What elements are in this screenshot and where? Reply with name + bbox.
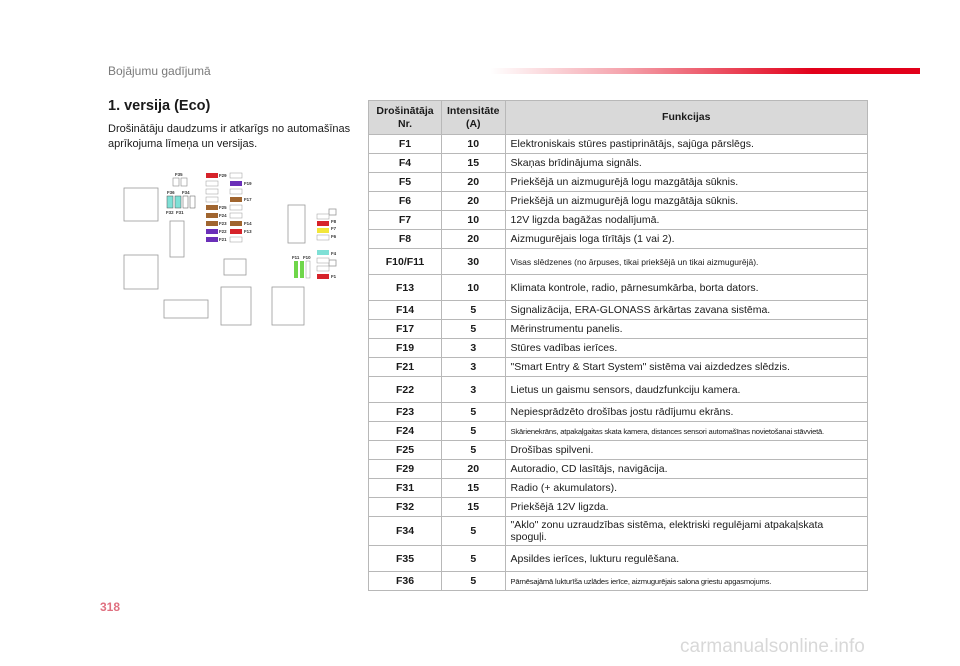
table-row [369,572,868,591]
relay-outline [221,287,251,325]
amps-cell: 15 [442,154,506,173]
table-row [369,275,868,301]
fuse-cell: F10/F11 [369,249,442,275]
fuse-cell: F1 [369,135,442,154]
amps-cell: 10 [442,275,506,301]
fuse-label-f13: F13 [244,229,252,234]
amps-cell: 5 [442,422,506,441]
relay-outline [288,205,305,243]
col-header-fuse: Drošinātāja Nr. [369,101,442,135]
function-cell: Autoradio, CD lasītājs, navigācija. [505,460,867,479]
amps-cell: 5 [442,517,506,546]
amps-cell: 20 [442,230,506,249]
fuse-cell: F21 [369,358,442,377]
fuse-cell: F8 [369,230,442,249]
col-header-functions: Funkcijas [505,101,867,135]
amps-cell: 15 [442,479,506,498]
table-row [369,441,868,460]
fuse-label-f35: F35 [175,172,183,177]
fuse-cell: F14 [369,301,442,320]
fuse-label-f10: F10 [303,255,311,260]
function-cell: Stūres vadības ierīces. [505,339,867,358]
fuse-cell: F29 [369,460,442,479]
table-row [369,358,868,377]
function-cell: Radio (+ akumulators). [505,479,867,498]
amps-cell: 20 [442,173,506,192]
fuse-cell: F35 [369,546,442,572]
fuse-label-f6: F6 [331,234,337,239]
amps-cell: 15 [442,498,506,517]
table-row [369,135,868,154]
table-row [369,154,868,173]
amps-cell: 3 [442,339,506,358]
fuse-cell: F25 [369,441,442,460]
relay-outline [124,255,158,289]
function-cell: Pārnēsajāmā lukturīša uzlādes ierīce, aizmugurējais salona griestu apgasmojums. [505,572,867,591]
table-row [369,249,868,275]
function-cell: "Smart Entry & Start System" sistēma vai aizdedzes slēdzis. [505,358,867,377]
fuse-table [368,100,868,591]
function-cell: Priekšējā 12V ligzda. [505,498,867,517]
fuse-label-f4: F4 [331,251,337,256]
fuse-label-f11: F11 [292,255,300,260]
relay-outline [170,221,184,257]
intro-text: Drošinātāju daudzums ir atkarīgs no automašīnas aprīkojuma līmeņa un versijas. [108,123,351,150]
fuse-label-f19: F19 [244,181,252,186]
relay-outline [224,259,246,275]
col-header-amps: Intensitāte (A) [442,101,506,135]
fuse-cell: F23 [369,403,442,422]
table-row [369,422,868,441]
fuse-box-diagram [118,165,348,330]
function-cell: Mērinstrumentu panelis. [505,320,867,339]
amps-cell: 3 [442,358,506,377]
function-cell: Skārienekrāns, atpakaļgaitas skata kamera, distances sensori automašīnas novietošanai stāvvietā. [505,422,867,441]
fuse-cell: F7 [369,211,442,230]
fuse-cell: F13 [369,275,442,301]
fuse-cell: F36 [369,572,442,591]
fuse-label-f32: F32 [166,210,174,215]
fuse-cell: F5 [369,173,442,192]
table-row [369,377,868,403]
table-row [369,173,868,192]
amps-cell: 5 [442,441,506,460]
header-title: Bojājumu gadījumā [108,64,211,78]
amps-cell: 30 [442,249,506,275]
fuse-label-f17: F17 [244,197,252,202]
function-cell: 12V ligzda bagāžas nodalījumā. [505,211,867,230]
function-cell: Skaņas brīdinājuma signāls. [505,154,867,173]
fuse-label-f8: F8 [331,219,337,224]
fuse-label-f14: F14 [244,221,252,226]
fuse-cell: F17 [369,320,442,339]
table-row [369,320,868,339]
fuse-cell: F34 [369,517,442,546]
table-row [369,301,868,320]
fuse-label-f24: F24 [219,213,227,218]
fuse-cell: F31 [369,479,442,498]
fuse-cell: F22 [369,377,442,403]
relay-outline [124,188,158,221]
function-cell: Signalizācija, ERA-GLONASS ārkārtas zavana sistēma. [505,301,867,320]
amps-cell: 5 [442,301,506,320]
table-header-row [369,101,868,135]
fuse-label-f29: F29 [219,173,227,178]
function-cell: Priekšējā un aizmugurējā logu mazgātāja sūknis. [505,192,867,211]
amps-cell: 10 [442,135,506,154]
table-row [369,230,868,249]
relay-outline [329,209,336,215]
fuse-label-f25: F25 [219,205,227,210]
amps-cell: 5 [442,572,506,591]
page-number: 318 [100,600,121,614]
table-row [369,498,868,517]
header-accent-bar [490,68,920,74]
fuse-cell: F6 [369,192,442,211]
function-cell: Visas slēdzenes (no ārpuses, tikai priekšējā un tikai aizmugurējā). [505,249,867,275]
fuse-label-f23: F23 [219,221,227,226]
function-cell: Drošības spilveni. [505,441,867,460]
amps-cell: 5 [442,403,506,422]
function-cell: Elektroniskais stūres pastiprinātājs, sajūga pārslēgs. [505,135,867,154]
function-cell: Nepiesprādzēto drošības jostu rādījumu ekrāns. [505,403,867,422]
amps-cell: 5 [442,320,506,339]
fuse-label-f1: F1 [331,274,337,279]
function-cell: Priekšējā un aizmugurējā logu mazgātāja sūknis. [505,173,867,192]
fuse-label-f34: F34 [182,190,190,195]
fuse-label-f31: F31 [176,210,184,215]
table-row [369,546,868,572]
section-title: 1. versija (Eco) [108,98,211,114]
function-cell: Lietus un gaismu sensors, daudzfunkciju kamera. [505,377,867,403]
function-cell: "Aklo" zonu uzraudzības sistēma, elektriski regulējami atpakaļskata spoguļi. [505,517,867,546]
table-row [369,517,868,546]
function-cell: Aizmugurējais loga tīrītājs (1 vai 2). [505,230,867,249]
table-row [369,192,868,211]
table-row [369,479,868,498]
relay-outline [164,300,208,318]
fuse-column-right [294,214,329,279]
watermark: carmanualsonline.info [680,636,865,657]
fuse-cell: F24 [369,422,442,441]
amps-cell: 5 [442,546,506,572]
amps-cell: 10 [442,211,506,230]
fuse-label-f21: F21 [219,237,227,242]
fuse-label-f36: F36 [167,190,175,195]
fuse-cell: F19 [369,339,442,358]
amps-cell: 20 [442,460,506,479]
function-cell: Klimata kontrole, radio, pārnesumkārba, borta dators. [505,275,867,301]
table-row [369,403,868,422]
amps-cell: 20 [442,192,506,211]
table-row [369,339,868,358]
table-row [369,211,868,230]
function-cell: Apsildes ierīces, lukturu regulēšana. [505,546,867,572]
table-row [369,460,868,479]
fuse-label-f22: F22 [219,229,227,234]
relay-outline [329,260,336,266]
fuse-cell: F32 [369,498,442,517]
fuse-label-f7: F7 [331,226,337,231]
amps-cell: 3 [442,377,506,403]
relay-outline [272,287,304,325]
fuse-cell: F4 [369,154,442,173]
